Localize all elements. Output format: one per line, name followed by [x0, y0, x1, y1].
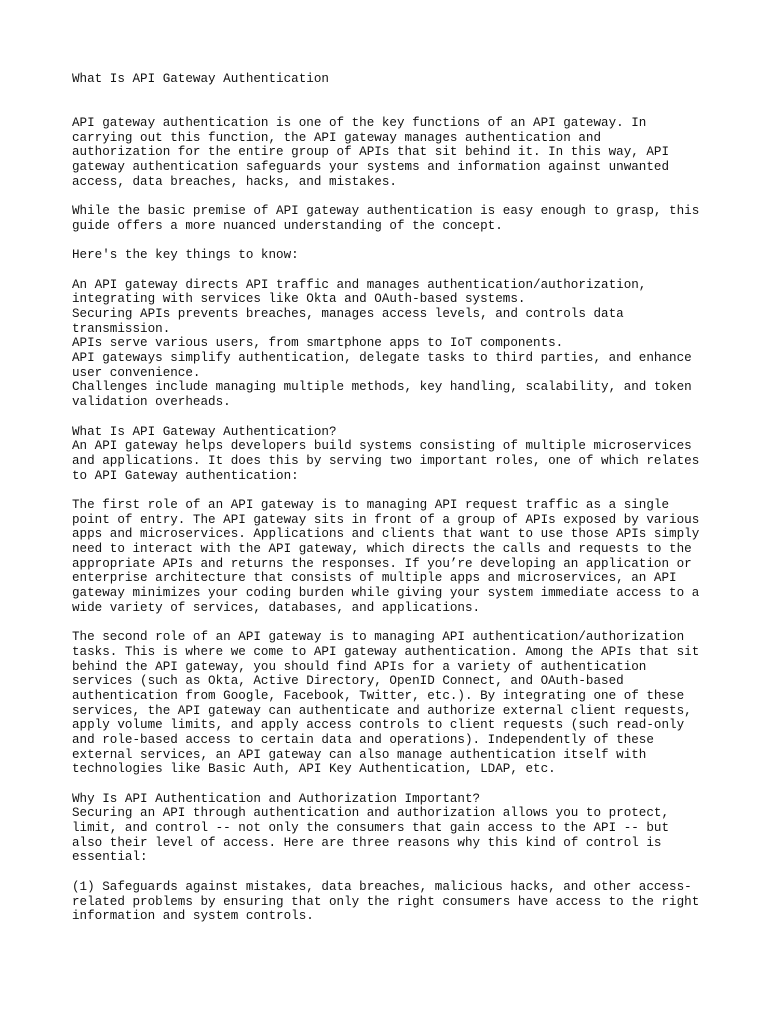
text-line: services, the API gateway can authenticate and authorize external client requests, — [72, 703, 692, 718]
document-page — [72, 72, 712, 924]
text-line: behind the API gateway, you should find APIs for a variety of authentication — [72, 659, 647, 674]
text-line: enterprise architecture that consists of multiple apps and microservices, an API — [72, 571, 677, 586]
section-heading: What Is API Gateway Authentication? — [72, 424, 337, 439]
list-item: API gateways simplify authentication, delegate tasks to third parties, and enhance — [72, 351, 692, 366]
text-line: wide variety of services, databases, and applications. — [72, 600, 481, 615]
text-line: appropriate APIs and returns the responses. If you’re developing an application or — [72, 556, 692, 571]
text-line: apply volume limits, and apply access controls to client requests (such read-only — [72, 718, 685, 733]
text-line: access, data breaches, hacks, and mistakes. — [72, 174, 397, 189]
document-title: What Is API Gateway Authentication — [72, 72, 329, 86]
text-line: related problems by ensuring that only the right consumers have access to the right — [72, 894, 700, 909]
text-line: authentication from Google, Facebook, Twitter, etc.). By integrating one of these — [72, 688, 685, 703]
list-item: Securing APIs prevents breaches, manages access levels, and controls data — [72, 307, 624, 322]
section-heading: Why Is API Authentication and Authorization Important? — [72, 791, 481, 806]
first-role-paragraph — [72, 498, 712, 616]
list-item: transmission. — [72, 321, 171, 336]
text-line: also their level of access. Here are three reasons why this kind of control is — [72, 835, 662, 850]
list-item: user convenience. — [72, 365, 201, 380]
key-things-intro: Here's the key things to know: — [72, 248, 299, 263]
text-line: (1) Safeguards against mistakes, data breaches, malicious hacks, and other access- — [72, 879, 692, 894]
reason-one-paragraph — [72, 880, 712, 924]
text-line: services (such as Okta, Active Directory, OpenID Connect, and OAuth-based — [72, 674, 624, 689]
text-line: to API Gateway authentication: — [72, 468, 299, 483]
text-line: carrying out this function, the API gateway manages authentication and — [72, 130, 602, 145]
text-line: API gateway authentication is one of the key functions of an API gateway. In — [72, 116, 647, 131]
section2-intro-paragraph — [72, 806, 712, 865]
intro-paragraph — [72, 116, 712, 189]
text-line: tasks. This is where we come to API gateway authentication. Among the APIs that sit — [72, 644, 700, 659]
text-line: gateway minimizes your coding burden while giving your system immediate access to a — [72, 586, 700, 601]
text-line: While the basic premise of API gateway authentication is easy enough to grasp, this — [72, 204, 700, 219]
text-line: An API gateway helps developers build systems consisting of multiple microservices — [72, 439, 692, 454]
text-line: point of entry. The API gateway sits in front of a group of APIs exposed by various — [72, 512, 700, 527]
premise-paragraph — [72, 204, 712, 233]
text-line: technologies like Basic Auth, API Key Authentication, LDAP, etc. — [72, 762, 556, 777]
list-item: An API gateway directs API traffic and manages authentication/authorization, — [72, 277, 647, 292]
second-role-paragraph — [72, 630, 712, 777]
text-line: The second role of an API gateway is to managing API authentication/authorization — [72, 630, 685, 645]
text-line: limit, and control -- not only the consumers that gain access to the API -- but — [72, 821, 670, 836]
text-line: guide offers a more nuanced understanding of the concept. — [72, 218, 503, 233]
key-points-list — [72, 278, 712, 410]
text-line: information and system controls. — [72, 909, 314, 924]
text-line: authorization for the entire group of APIs that sit behind it. In this way, API — [72, 145, 670, 160]
text-line: Securing an API through authentication and authorization allows you to protect, — [72, 806, 670, 821]
section1-intro-paragraph — [72, 439, 712, 483]
list-item: APIs serve various users, from smartphone apps to IoT components. — [72, 336, 564, 351]
list-item: integrating with services like Okta and OAuth-based systems. — [72, 292, 526, 307]
text-line: gateway authentication safeguards your systems and information against unwanted — [72, 160, 670, 175]
text-line: and applications. It does this by serving two important roles, one of which relates — [72, 453, 700, 468]
text-line: apps and microservices. Applications and clients that want to use those APIs simply — [72, 527, 700, 542]
text-line: essential: — [72, 850, 148, 865]
list-item: validation overheads. — [72, 395, 231, 410]
list-item: Challenges include managing multiple methods, key handling, scalability, and token — [72, 380, 692, 395]
text-line: The first role of an API gateway is to managing API request traffic as a single — [72, 497, 670, 512]
text-line: and role-based access to certain data and operations). Independently of these — [72, 732, 654, 747]
text-line: external services, an API gateway can also manage authentication itself with — [72, 747, 647, 762]
text-line: need to interact with the API gateway, which directs the calls and requests to the — [72, 542, 692, 557]
